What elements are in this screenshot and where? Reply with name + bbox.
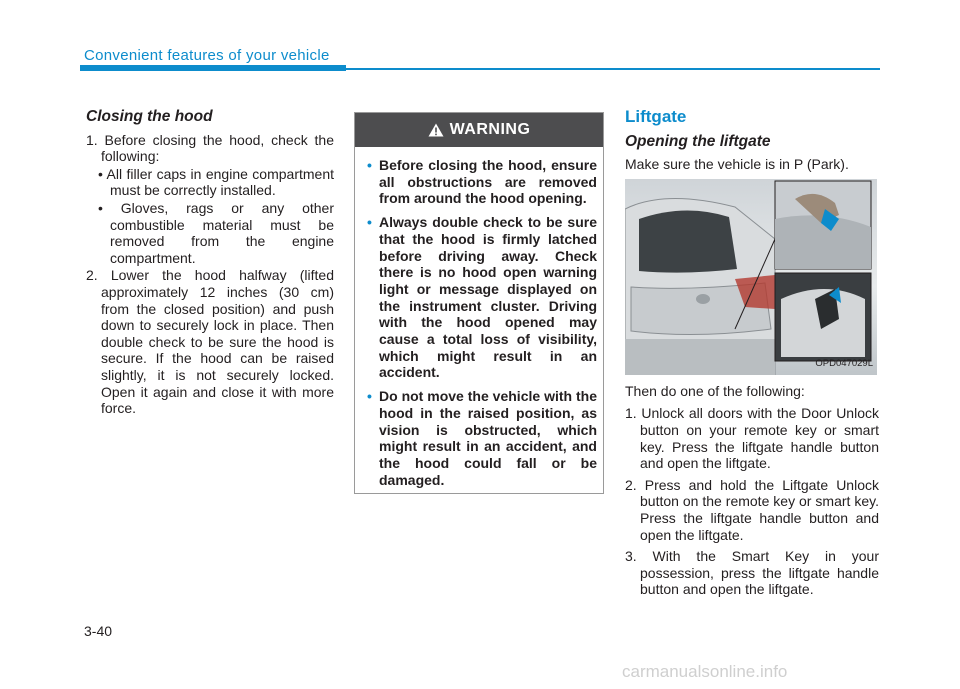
warning-item: • Always double check to be sure that the hood is firmly latched before driving away. Check there is no hood open warning light or message displayed on the instrument cluster. Driving with the hood opened may cause a total loss of visibility, which might result in an accident. bbox=[367, 214, 597, 381]
figure-code: OPD047029L bbox=[815, 358, 873, 370]
closing-step-1: 1. Before closing the hood, check the following: bbox=[86, 131, 334, 165]
warning-list bbox=[355, 147, 603, 488]
warning-title: WARNING bbox=[449, 121, 531, 138]
page-number: 3-40 bbox=[84, 623, 113, 639]
liftgate-heading: Liftgate bbox=[625, 107, 687, 126]
closing-hood-column bbox=[86, 109, 334, 418]
liftgate-then-text: Then do one of the following: bbox=[625, 382, 805, 399]
warning-bullet: • bbox=[367, 214, 372, 231]
liftgate-figure bbox=[625, 179, 877, 375]
liftgate-step-2: 2. Press and hold the Liftgate Unlock button on the remote key or smart key. Press the liftgate handle button and open the liftgate. bbox=[625, 476, 879, 543]
liftgate-intro: Make sure the vehicle is in P (Park). bbox=[625, 156, 849, 173]
warning-box bbox=[354, 112, 604, 494]
car-rear-illustration bbox=[625, 179, 877, 375]
closing-bullet-1: • All filler caps in engine compartment must be correctly installed. bbox=[98, 165, 334, 199]
warning-item: • Before closing the hood, ensure all obstructions are removed from around the hood opening. bbox=[367, 157, 597, 207]
closing-hood-heading: Closing the hood bbox=[86, 108, 213, 125]
closing-bullet-2: • Gloves, rags or any other combustible material must be removed from the engine compartment. bbox=[98, 199, 334, 266]
warning-bullet: • bbox=[367, 388, 372, 405]
warning-header bbox=[355, 113, 603, 147]
liftgate-column bbox=[625, 109, 879, 599]
warning-bullet: • bbox=[367, 157, 372, 173]
liftgate-step-3: 3. With the Smart Key in your possession, press the liftgate handle button and open the liftgate. bbox=[625, 548, 879, 598]
warning-triangle-icon bbox=[428, 123, 444, 137]
opening-liftgate-heading: Opening the liftgate bbox=[625, 132, 771, 150]
warning-item: • Do not move the vehicle with the hood in the raised position, as vision is obstructed, which might result in an accident, and the hood could fall or be damaged. bbox=[367, 388, 597, 488]
watermark: carmanualsonline.info bbox=[622, 662, 788, 681]
header-rule-thick bbox=[80, 65, 346, 71]
liftgate-step-1: 1. Unlock all doors with the Door Unlock button on your remote key or smart key. Press the liftgate handle button and open the liftgate. bbox=[625, 405, 879, 472]
closing-step-2: 2. Lower the hood halfway (lifted approximately 12 inches (30 cm) from the closed position) and push down to securely lock in place. Then double check to be sure the hood is secure. If the hood can be raised slightly, it is not securely locked. Open it again and close it with more force. bbox=[86, 267, 334, 417]
section-header-title: Convenient features of your vehicle bbox=[84, 47, 330, 64]
header-rule-thin bbox=[346, 68, 880, 70]
